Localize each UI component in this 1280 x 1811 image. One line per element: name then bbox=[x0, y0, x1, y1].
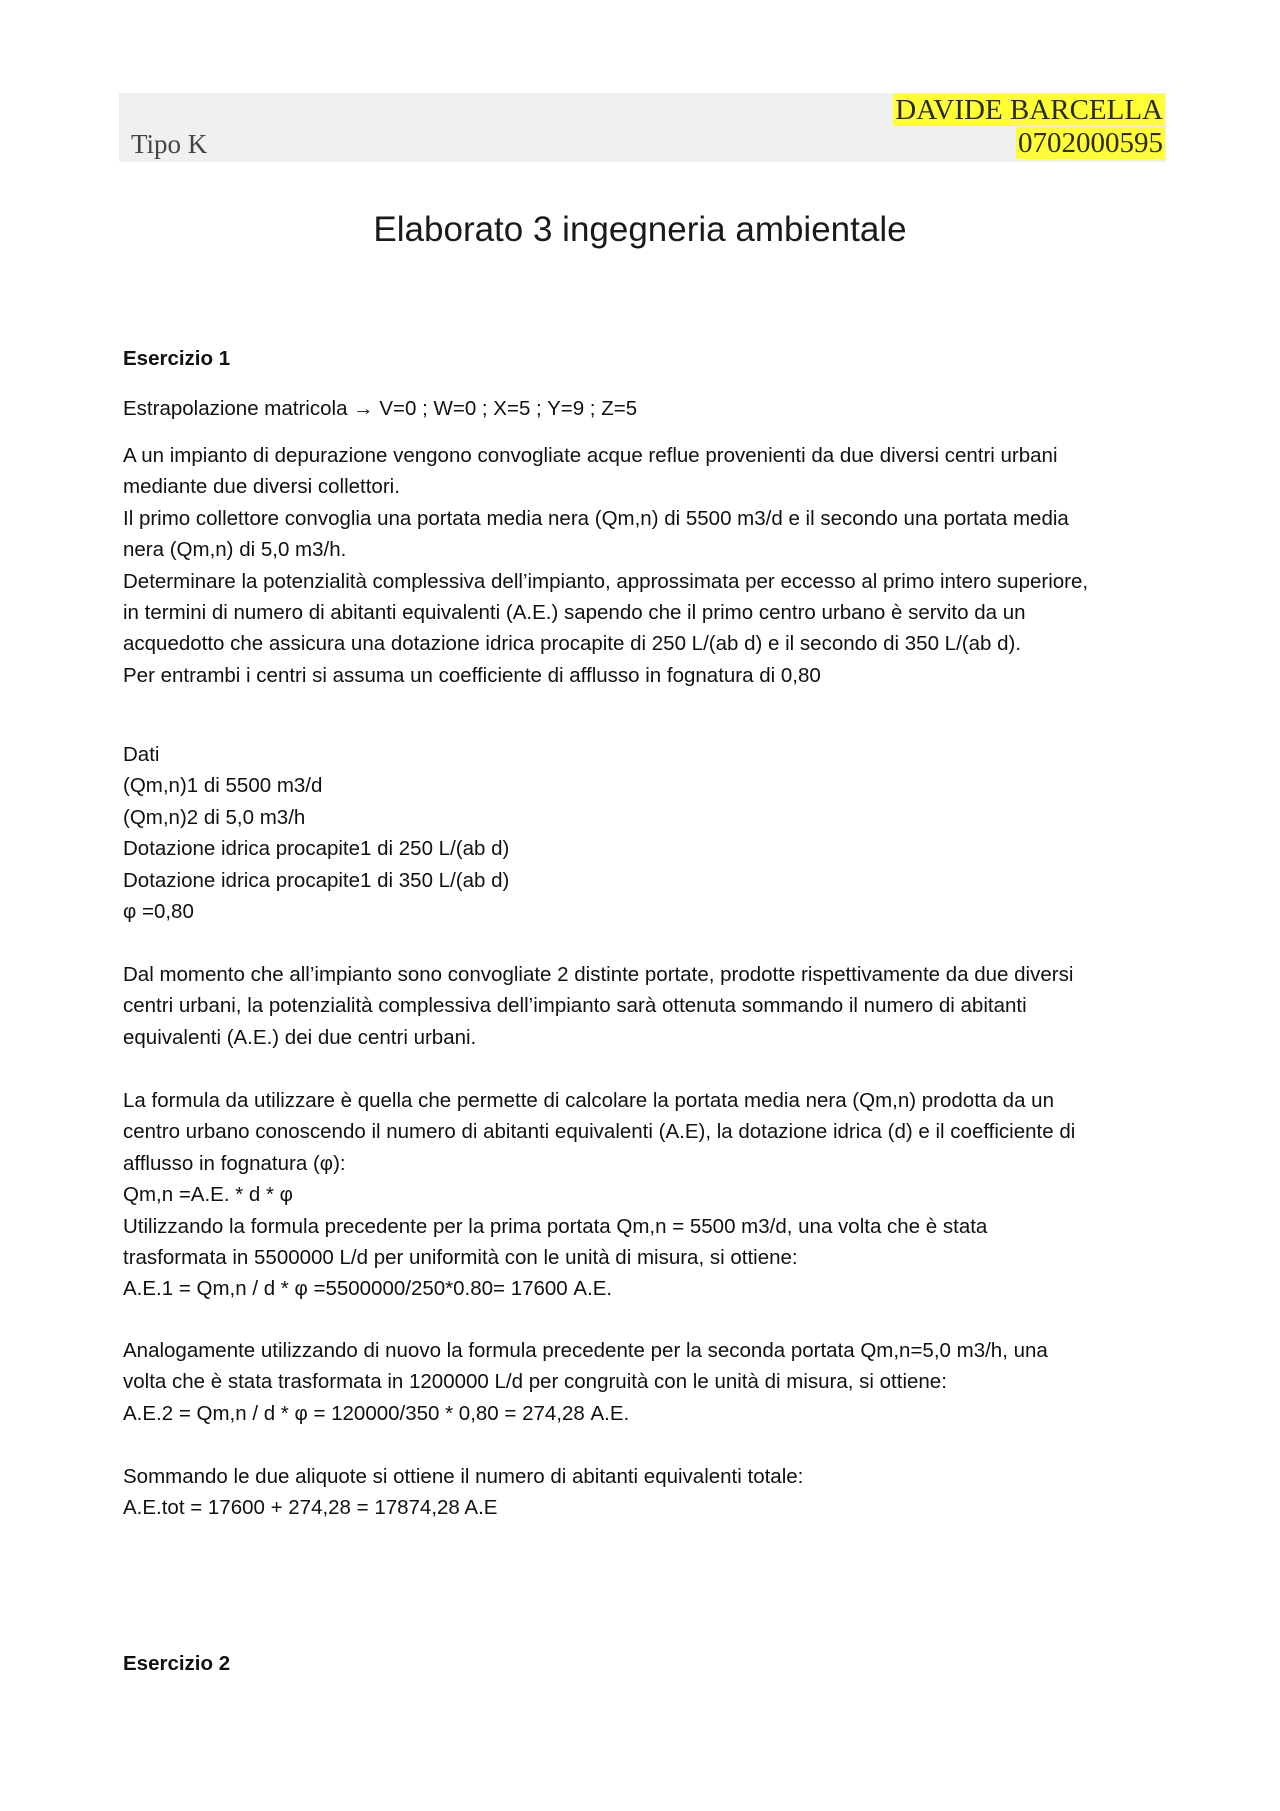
statement-line: mediante due diversi collettori. bbox=[123, 475, 400, 499]
paragraph-line: Utilizzando la formula precedente per la prima portata Qm,n = 5500 m3/d, una volta che è stata bbox=[123, 1214, 988, 1238]
author-name: DAVIDE BARCELLA bbox=[895, 94, 1163, 126]
statement-line: acquedotto che assicura una dotazione idrica procapite di 250 L/(ab d) e il secondo di 350 L/(ab d). bbox=[123, 632, 1022, 656]
paragraph-line: Analogamente utilizzando di nuovo la formula precedente per la seconda portata Qm,n=5,0 m3/h, una bbox=[123, 1339, 1048, 1362]
data-item: Dotazione idrica procapite1 di 350 L/(ab d) bbox=[123, 868, 510, 892]
matricola-line: Estrapolazione matricola → V=0 ; W=0 ; X=5 ; Y=9 ; Z=5 bbox=[123, 397, 638, 420]
formula-line: Qm,n =A.E. * d * φ bbox=[123, 1183, 293, 1207]
exercise-1-statement bbox=[123, 440, 1168, 691]
paragraph-line: equivalenti (A.E.) dei due centri urbani. bbox=[123, 1025, 477, 1049]
document-title: Elaborato 3 ingegneria ambientale bbox=[373, 210, 907, 249]
paragraph-line: centri urbani, la potenzialità complessiva dell’impianto sarà ottenuta sommando il numero di abitanti bbox=[123, 994, 1027, 1018]
statement-line: Il primo collettore convoglia una portata media nera (Qm,n) di 5500 m3/d e il secondo una portata media bbox=[123, 506, 1069, 530]
paragraph-line: afflusso in fognatura (φ): bbox=[123, 1151, 346, 1175]
data-list bbox=[123, 739, 1168, 927]
paragraph-line: Dal momento che all’impianto sono convogliate 2 distinte portate, prodotte rispettivamente da due diversi bbox=[123, 963, 1074, 986]
paragraph-2 bbox=[123, 1085, 1168, 1305]
statement-line: in termini di numero di abitanti equivalenti (A.E.) sapendo che il primo centro urbano è servito da un bbox=[123, 601, 1026, 625]
paragraph-4 bbox=[123, 1461, 1168, 1524]
data-item: φ =0,80 bbox=[123, 900, 194, 924]
paragraph-line: Sommando le due aliquote si ottiene il numero di abitanti equivalenti totale: bbox=[123, 1465, 804, 1488]
author-block bbox=[893, 94, 1165, 160]
formula-line: A.E.2 = Qm,n / d * φ = 120000/350 * 0,80 = 274,28 A.E. bbox=[123, 1401, 630, 1425]
statement-line: A un impianto di depurazione vengono convogliate acque reflue provenienti da due diversi centri urbani bbox=[123, 444, 1058, 467]
paragraph-line: centro urbano conoscendo il numero di abitanti equivalenti (A.E), la dotazione idrica (d) e il coefficiente di bbox=[123, 1120, 1076, 1144]
formula-line: A.E.1 = Qm,n / d * φ =5500000/250*0.80= 17600 A.E. bbox=[123, 1277, 613, 1301]
data-item: Dotazione idrica procapite1 di 250 L/(ab d) bbox=[123, 837, 510, 861]
paragraph-line: La formula da utilizzare è quella che permette di calcolare la portata media nera (Qm,n) prodotta da un bbox=[123, 1089, 1054, 1112]
author-id: 0702000595 bbox=[1018, 127, 1163, 159]
data-list-heading: Dati bbox=[123, 743, 160, 766]
paragraph-line: trasformata in 5500000 L/d per uniformità con le unità di misura, si ottiene: bbox=[123, 1246, 798, 1270]
formula-line: A.E.tot = 17600 + 274,28 = 17874,28 A.E bbox=[123, 1496, 498, 1520]
document-type-label: Tipo K bbox=[131, 129, 208, 159]
paragraph-1 bbox=[123, 959, 1168, 1053]
paragraph-line: volta che è stata trasformata in 1200000 L/d per congruità con le unità di misura, si ottiene: bbox=[123, 1370, 947, 1394]
data-item: (Qm,n)1 di 5500 m3/d bbox=[123, 774, 323, 798]
exercise-2-heading: Esercizio 2 bbox=[123, 1652, 231, 1675]
exercise-1-heading: Esercizio 1 bbox=[123, 347, 231, 370]
statement-line: nera (Qm,n) di 5,0 m3/h. bbox=[123, 538, 347, 562]
paragraph-3 bbox=[123, 1335, 1168, 1429]
statement-line: Determinare la potenzialità complessiva dell’impianto, approssimata per eccesso al primo intero superiore, bbox=[123, 569, 1089, 593]
data-item: (Qm,n)2 di 5,0 m3/h bbox=[123, 805, 306, 829]
statement-line: Per entrambi i centri si assuma un coefficiente di afflusso in fognatura di 0,80 bbox=[123, 663, 821, 687]
